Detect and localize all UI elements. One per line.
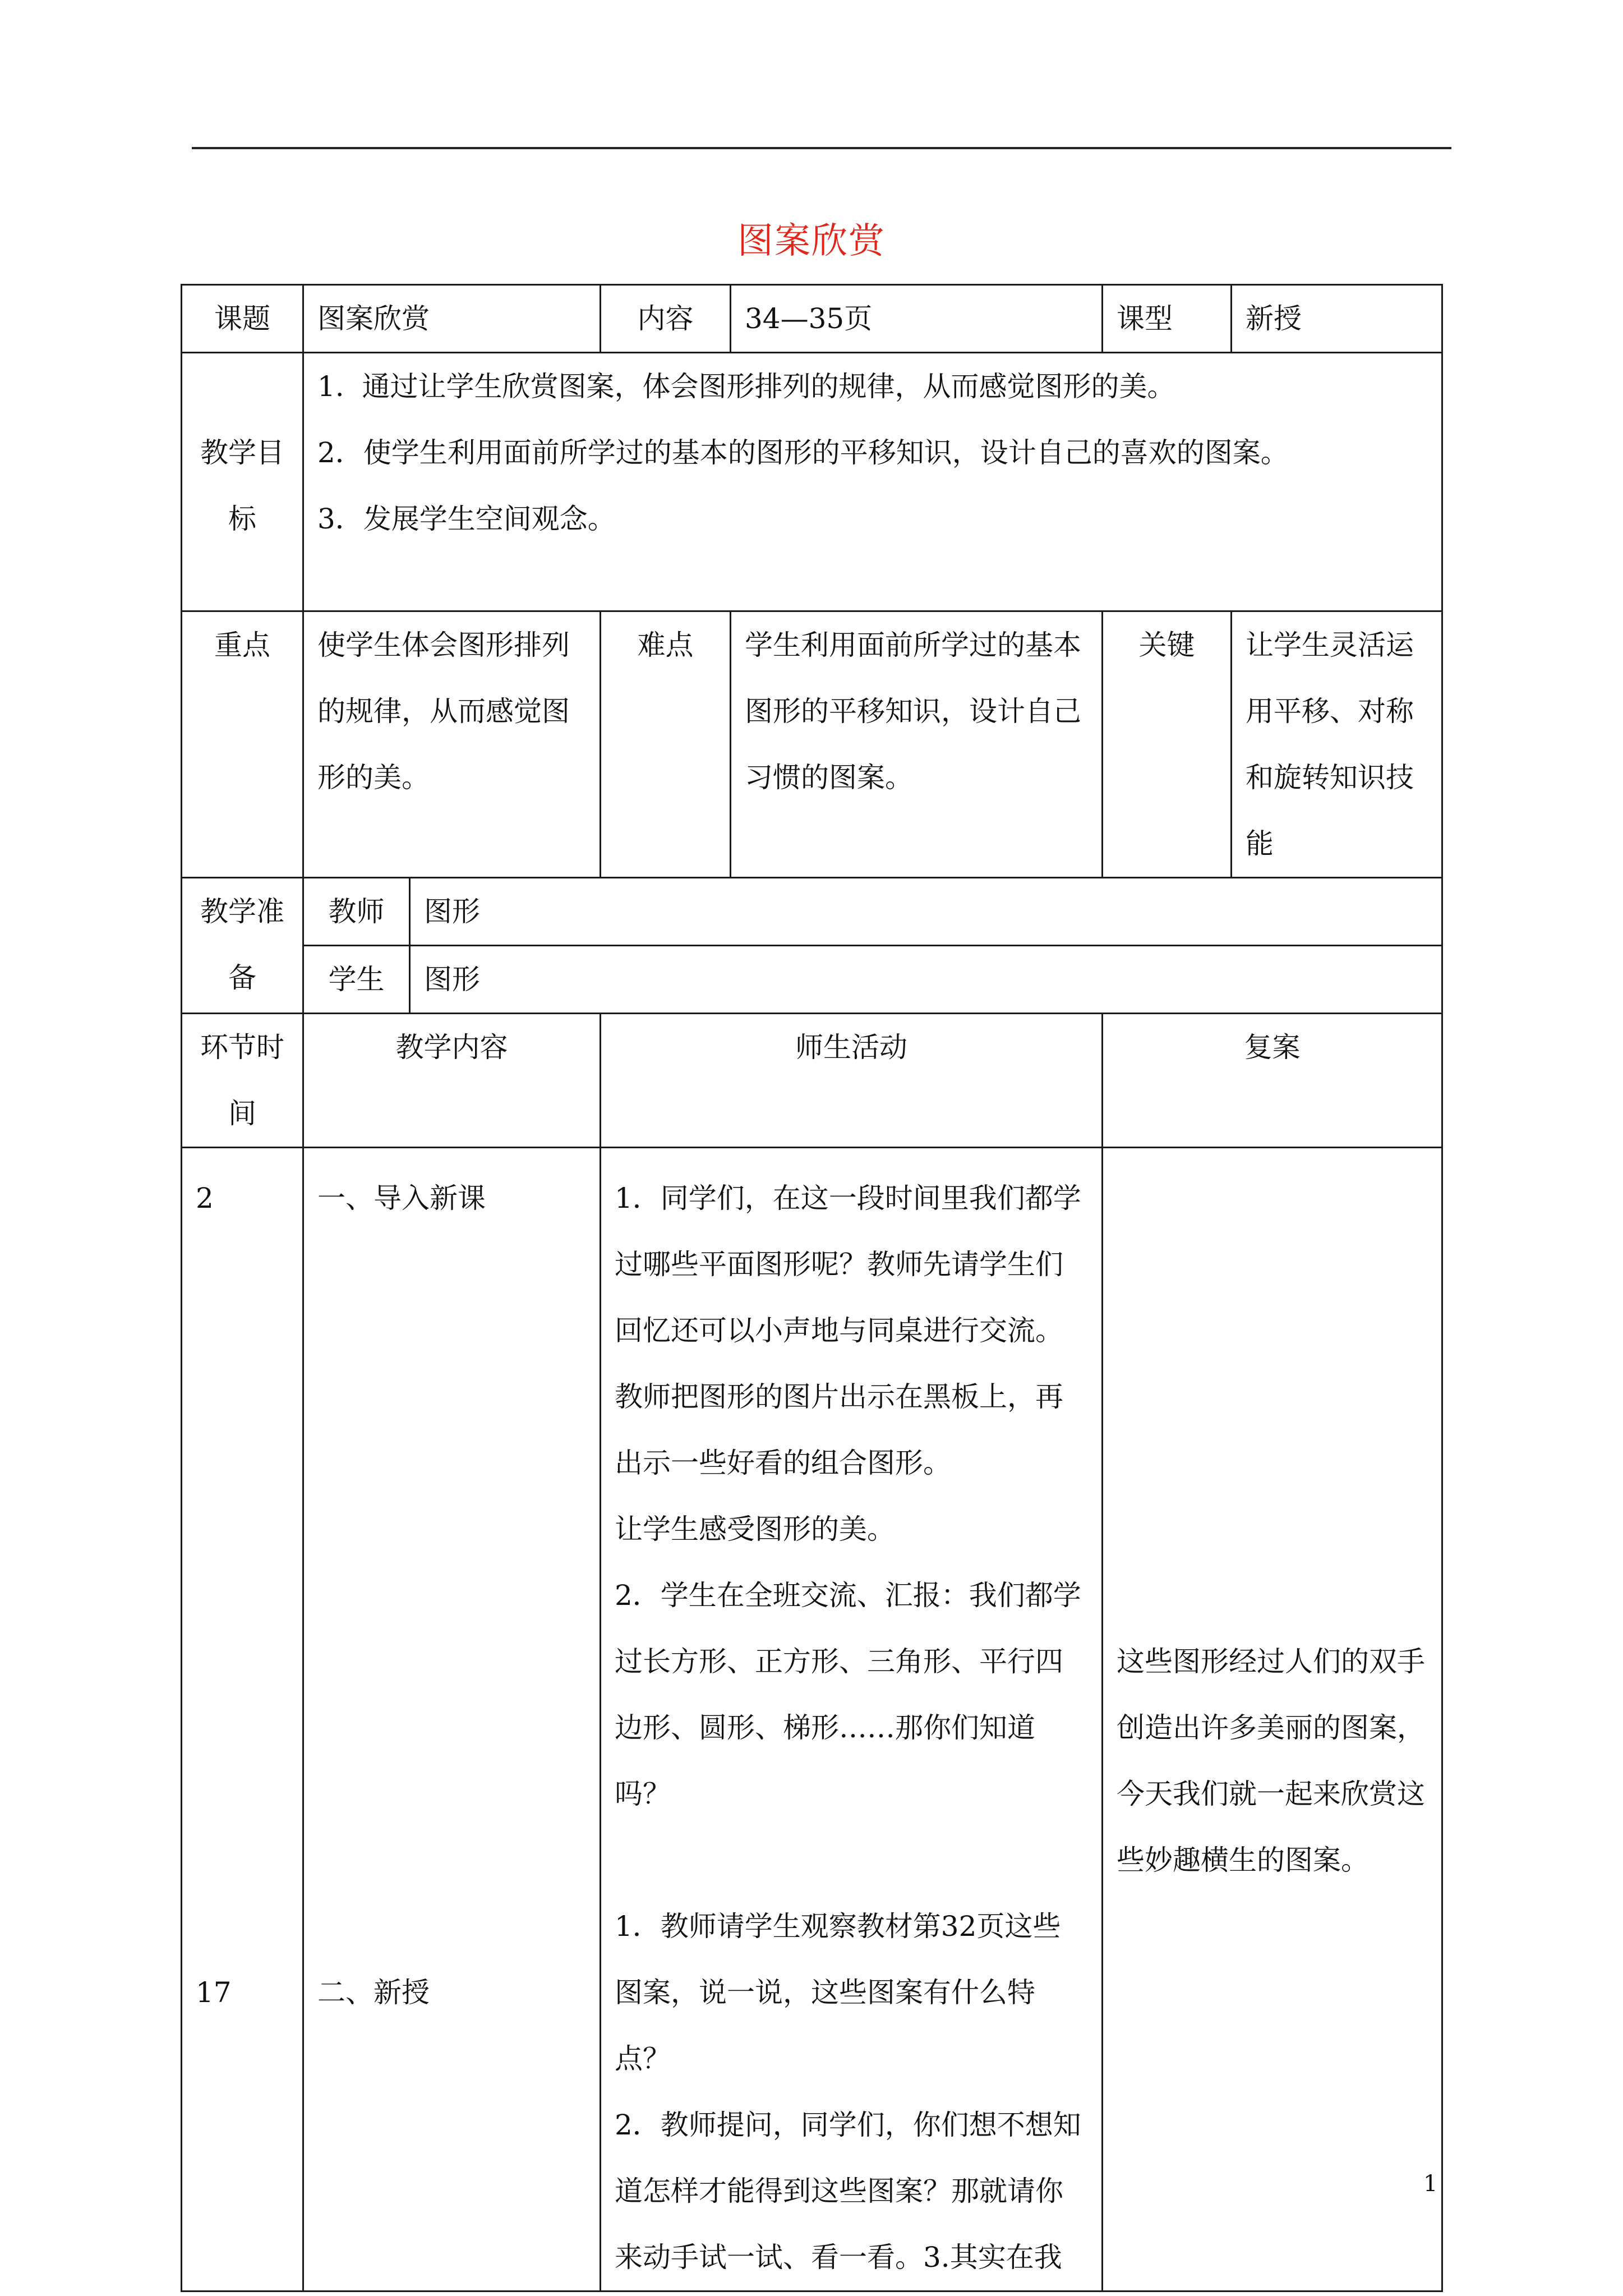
content-cell — [303, 1148, 601, 2292]
prep-student-value: 图形 — [410, 946, 1442, 1014]
goals-row — [182, 353, 1442, 611]
difficulty-label: 难点 — [601, 611, 731, 878]
goal-item: 3．发展学生空间观念。 — [317, 503, 616, 535]
time-cell — [182, 1148, 303, 2292]
column-header-row — [182, 1014, 1442, 1148]
keys-row — [182, 611, 1442, 878]
activity-paragraph: 2．学生在全班交流、汇报：我们都学过长方形、正方形、三角形、平行四边形、圆形、梯形……那你们知道吗？ — [615, 1579, 1081, 1810]
key-text: 让学生灵活运用平移、对称和旋转知识技能 — [1232, 611, 1442, 878]
time-value: 17 — [196, 1976, 232, 2009]
topic-row — [182, 285, 1442, 353]
goals-label: 教学目标 — [182, 353, 303, 611]
prep-student-label: 学生 — [303, 946, 410, 1014]
focus-label: 重点 — [182, 611, 303, 878]
header-rule — [192, 147, 1451, 149]
activity-paragraph: 让学生感受图形的美。 — [615, 1513, 895, 1545]
prep-teacher-value: 图形 — [410, 878, 1442, 946]
goal-item: 2．使学生利用面前所学过的基本的图形的平移知识，设计自己的喜欢的图案。 — [317, 436, 1289, 469]
activity-paragraph: 1．同学们，在这一段时间里我们都学过哪些平面图形呢？教师先请学生们回忆还可以小声地与同桌进行交流。教师把图形的图片出示在黑板上，再出示一些好看的组合图形。 — [615, 1182, 1081, 1479]
activity-paragraph: 1．教师请学生观察教材第32页这些图案，说一说，这些图案有什么特点？ — [615, 1910, 1061, 2075]
notes-cell — [1103, 1148, 1442, 2292]
document-title: 图案欣赏 — [737, 220, 886, 262]
key-label: 关键 — [1103, 611, 1232, 878]
topic-value: 图案欣赏 — [303, 285, 601, 353]
col-activity-header: 师生活动 — [601, 1014, 1103, 1148]
col-content-header: 教学内容 — [303, 1014, 601, 1148]
type-label: 课型 — [1103, 285, 1232, 353]
prep-teacher-label: 教师 — [303, 878, 410, 946]
col-time-header: 环节时间 — [182, 1014, 303, 1148]
goal-item: 1. 通过让学生欣赏图案，体会图形排列的规律，从而感觉图形的美。 — [317, 370, 1175, 403]
col-notes-header: 复案 — [1103, 1014, 1442, 1148]
content-value: 34—35页 — [731, 285, 1103, 353]
prep-row-teacher — [182, 878, 1442, 946]
section-title: 二、新授 — [317, 1976, 430, 2009]
goals-cell — [303, 353, 1442, 611]
lesson-plan-table — [181, 284, 1443, 2292]
topic-label: 课题 — [182, 285, 303, 353]
page-number: 1 — [1423, 2171, 1438, 2197]
body-row — [182, 1148, 1442, 2292]
prep-label: 教学准备 — [182, 878, 303, 1014]
activity-cell — [601, 1148, 1103, 2292]
time-value: 2 — [196, 1182, 214, 1214]
prep-row-student — [182, 946, 1442, 1014]
focus-text: 使学生体会图形排列的规律，从而感觉图形的美。 — [303, 611, 601, 878]
content-label: 内容 — [601, 285, 731, 353]
section-title: 一、导入新课 — [317, 1182, 486, 1214]
type-value: 新授 — [1232, 285, 1442, 353]
notes-paragraph: 这些图形经过人们的双手创造出许多美丽的图案，今天我们就一起来欣赏这些妙趣横生的图案。 — [1117, 1645, 1425, 1876]
difficulty-text: 学生利用面前所学过的基本图形的平移知识，设计自己习惯的图案。 — [731, 611, 1103, 878]
activity-paragraph: 2．教师提问，同学们，你们想不想知道怎样才能得到这些图案？那就请你来动手试一试、看一看。3.其实在我 — [615, 2109, 1081, 2274]
